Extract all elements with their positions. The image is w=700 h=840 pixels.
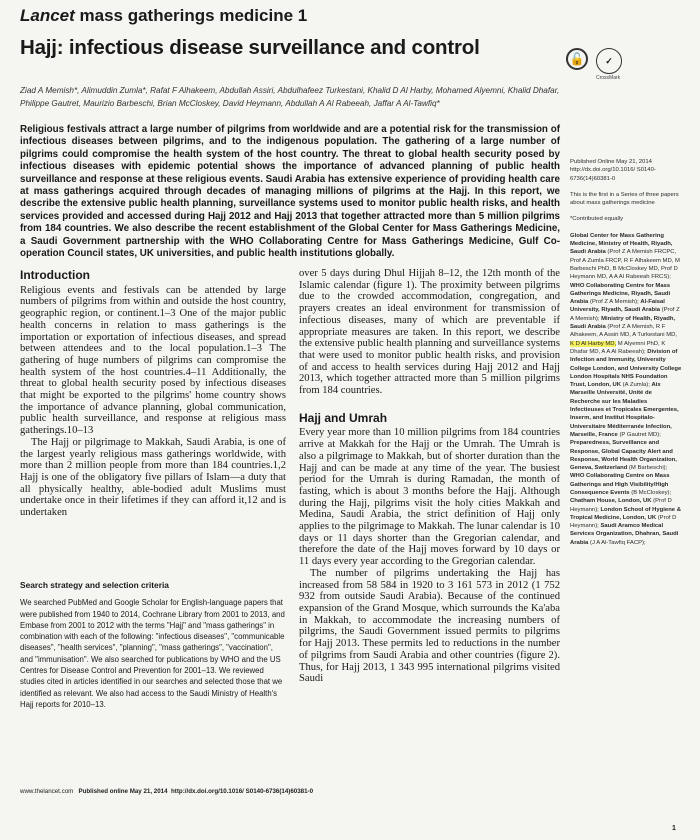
author-list: Ziad A Memish*, Alimuddin Zumla*, Rafat F Alhakeem, Abdullah Assiri, Abdulhafeez Turkestani, Khalid D Al Harby, Mohamed Alyemni, Khalid Dhafar, Philippe Gautret, Maurizio Barbeschi, Brian McCloskey, David Heymann, Abdullah A Al Rabeeah, Jaffar A Al-Tawfiq* [20,86,560,108]
sidebar-notes [570,158,682,555]
affiliation-gcmgm-authors: (Prof Z A Memish FRCPC, Prof A Zumla FRCP, R F Alhakeem MD, M Barbeschi PhD, B McCloskey MD, Prof D Heymann MD, A A Al Rabeeah FRCS); [570,249,680,281]
crossmark-caption: CrossMark [596,75,621,81]
affiliation-marseille-authors: (P Gautret MD); [617,431,661,438]
affiliation-gcmgm: Global Center for Mass Gathering Medicine, Ministry of Health, Riyadh, Saudi Arabia [570,232,673,256]
abstract: Religious festivals attract a large number of pilgrims from worldwide and are a potential risk for the transmission of infectious diseases between pilgrims, and to the indigenous population. The gathering of a large number of pilgrims could compromise the health system of the host country. The threat to global health security posed by infectious diseases with epidemic potential shows the importance of advanced planning of public health surveillance and response at these religious events. Saudi Arabia has extensive experience of providing health care at mass gatherings acquired through decades of managing millions of pilgrims at the Hajj. In this report, we describe the extensive public health planning, surveillance systems used to monitor public health risks, and health services provided and accessed during Hajj 2012 and Hajj 2013 that together attracted more than 5 million pilgrims from 184 countries. We also describe the recent establishment of the Global Center for Mass Gatherings Medicine, a Saudi Government partnership with the WHO Collaborating Centre for Mass Gatherings Medicine, Gulf Co-operation Council states, UK universities, and public health institutions globally. [20,124,560,260]
intro-paragraph-2: The Hajj or pilgrimage to Makkah, Saudi Arabia, is one of the largest yearly religious mass gatherings worldwide, with more than 2 million people from more than 184 countries.1,2 Hajj is one of the obligatory five pillars of Islam—a duty that all physically healthy, able-bodied adult Muslims must undertake once in their lifetimes if they can afford it,12 and is undertaken [20,436,286,519]
affiliation-who-cc-events-authors: (B McCloskey); [629,489,672,496]
page-number: 1 [672,825,676,832]
column-right [299,268,560,685]
footer-site-link[interactable]: www.thelancet.com [20,788,74,795]
affiliation-lshtm-authors: (Prof D Heymann); [570,514,677,530]
affiliation-who-cc-authors: (Prof Z A Memish); [588,299,641,306]
search-strategy-text: We searched PubMed and Google Scholar for English-language papers that were published from 1940 to 2014, Cochrane Library from 2001 to 2013, and Embase from 2001 to 2012 with the terms "Hajj" and "mass gatherings" in combination with each of the following: "infectious diseases", "communicable diseases", "health services", "planning", "mass gatherings", "vaccination", and "immunisation". We also searched for publications by WHO and the US Centres for Disease Control and Prevention for 2001–13. We reviewed studies cited in articles identified in our searches and selected those that we identified as relevant. We also had access to the Saudi Ministry of Health's Hajj reports for 2010–13. [20,598,285,709]
series-title-rest: mass gatherings medicine 1 [74,6,308,25]
affiliation-lshtm: London School of Hygiene & Tropical Medicine, London, UK [570,506,681,521]
affiliation-alfaisal: Al-Faisal University, Riyadh, Saudi Arabia [570,299,665,314]
series-title-journal: Lancet [20,6,75,25]
search-strategy-box [20,580,286,710]
affiliation-moh-authors: (Prof Z A Memish, R F Alhakeem, A Assiri MD, A Turkestani MD, [570,324,678,339]
affiliation-who-geneva-authors: (M Barbeschi); [627,465,668,472]
affiliation-moh-authors-2: M Alyemni PhD, K Dhafar MD, A A Al Rabeeah); [570,340,666,355]
affiliation-ucl-authors: (A Zumla); [621,382,652,389]
published-online: Published Online May 21, 2014 http://dx.doi.org/10.1016/ S0140-6736(14)60381-0 [570,159,656,182]
column-left [20,268,286,519]
article-title: Hajj: infectious disease surveillance and control [20,36,480,59]
col2-paragraph-2: Every year more than 10 million pilgrims from 184 countries arrive at Makkah for the Hajj or the Umrah. The Umrah is also a pilgrimage to Makkah, but of shorter duration than the Hajj and can be made at any time of the year. The busiest period for the Umrah is during Ramadan, the month of fasting, which is about 3 months before the Hajj. Although during the Hajj, pilgrims visit the holy cities Makkah and Medina, Saudi Arabia, the strict definition of Hajj only applies to the pilgrimage to Makkah. The lunar calendar is 10 days or 11 days shorter than the Gregorian calendar, and therefore the date of the Hajj moves forward by 10 days or 11 days every year according to the Gregorian calendar. [299,427,560,568]
intro-heading: Introduction [20,268,90,282]
col2-paragraph-1: over 5 days during Dhul Hijjah 8–12, the 12th month of the Islamic calendar (figure 1). The proximity between pilgrims due to the crowded accommodation, congregation, and prayers creates an ideal environment for transmission of infectious diseases, many of which are preventable if appropriate measures are taken. In this report, we describe the extensive public health planning and surveillance systems that were used to monitor public health risks, and provision of and access to health services during Hajj 2012 and Hajj 2013, which together attracted more than 5 million pilgrims from 184 countries. [299,268,560,397]
intro-paragraph-1: Religious events and festivals can be attended by large numbers of pilgrims from within and outside the host country, geographic region, or continent.1–3 One of the major public health concerns in relation to mass gatherings is the importation or exportation of infectious diseases, and spread between attendees and to the local population.1–3 The gathering of huge numbers of pilgrims can compromise the health system of the host countries.4–11 Additionally, the threat to global health security posed by infectious diseases that might be exported to the pilgrims' home country shows the importance of advance planning, global communication, public health surveillance, and response at religious mass gatherings.10–13 [20,284,286,437]
affiliation-aramco: Saudi Aramco Medical Services Organization, Dhahran, Saudi Arabia [570,523,679,546]
affiliations [570,232,682,547]
footer-published: Published online May 21, 2014 [78,788,168,795]
affiliation-who-cc: WHO Collaborating Centre for Mass Gatherings Medicine, Riyadh, Saudi Arabia [570,282,671,306]
highlighted-author: K D Al Harby MD, [570,340,617,347]
affiliation-who-cc-events: WHO Collaborating Centre on Mass Gatherings and High Visibility/High Consequence Events [570,473,670,496]
affiliation-moh: Ministry of Health, Riyadh, Saudi Arabia [570,315,676,331]
series-title [20,6,307,26]
affiliation-who-geneva: Preparedness, Surveillance and Response, Global Capacity Alert and Response, World Health Organization, Geneva, Switzerland [570,440,677,472]
affiliation-chatham: Chatham House, London, UK [570,498,652,505]
contributed-note: *Contributed equally [570,216,624,223]
affiliation-chatham-authors: (Prof D Heymann); [570,498,672,513]
affiliation-alfaisal-authors: (Prof Z A Memish); [570,307,680,322]
footer-doi-link[interactable]: http://dx.doi.org/10.1016/ S0140-6736(14)60381-0 [171,788,314,795]
article-logos [566,48,622,74]
series-note: This is the first in a Series of three papers about mass gatherings medicine [570,191,679,207]
hajj-umrah-heading: Hajj and Umrah [299,410,388,425]
col2-paragraph-3: The number of pilgrims undertaking the Hajj has increased from 58 584 in 1920 to 3 161 573 in 2012 (1 752 932 from outside Saudi Arabia). Because of the continued expansion of the Grand Mosque, which surrounds the Ka'aba in Makkah, to accommodate the increasing numbers of pilgrims, the Saudi Government issued permits to pilgrims for Hajj 2013. These permits led to reductions in the number of pilgrims from Saudi Arabia and other countries (figure 2). Thus, for Hajj 2013, 1 343 995 international pilgrims visited Saudi [299,567,560,685]
affiliation-marseille: Aix Marseille Université, Unité de Recherche sur les Maladies Infectieuses et Tropicales Emergentes, Inserm, and Institut Hospitalo-Universitaire Méditerranée Infection, Marseille, France [570,382,679,438]
affiliation-aramco-authors: (J A Al-Tawfiq FACP); [588,539,646,546]
open-access-icon[interactable]: 🔓 [566,48,588,70]
page-footer [20,788,313,795]
crossmark-icon[interactable]: ✓ [596,48,622,74]
affiliation-ucl: Division of Infection and Immunity, University College London, and University College London Hospitals NHS Foundation Trust, London, UK [570,348,682,389]
search-strategy-heading: Search strategy and selection criteria [20,580,169,590]
